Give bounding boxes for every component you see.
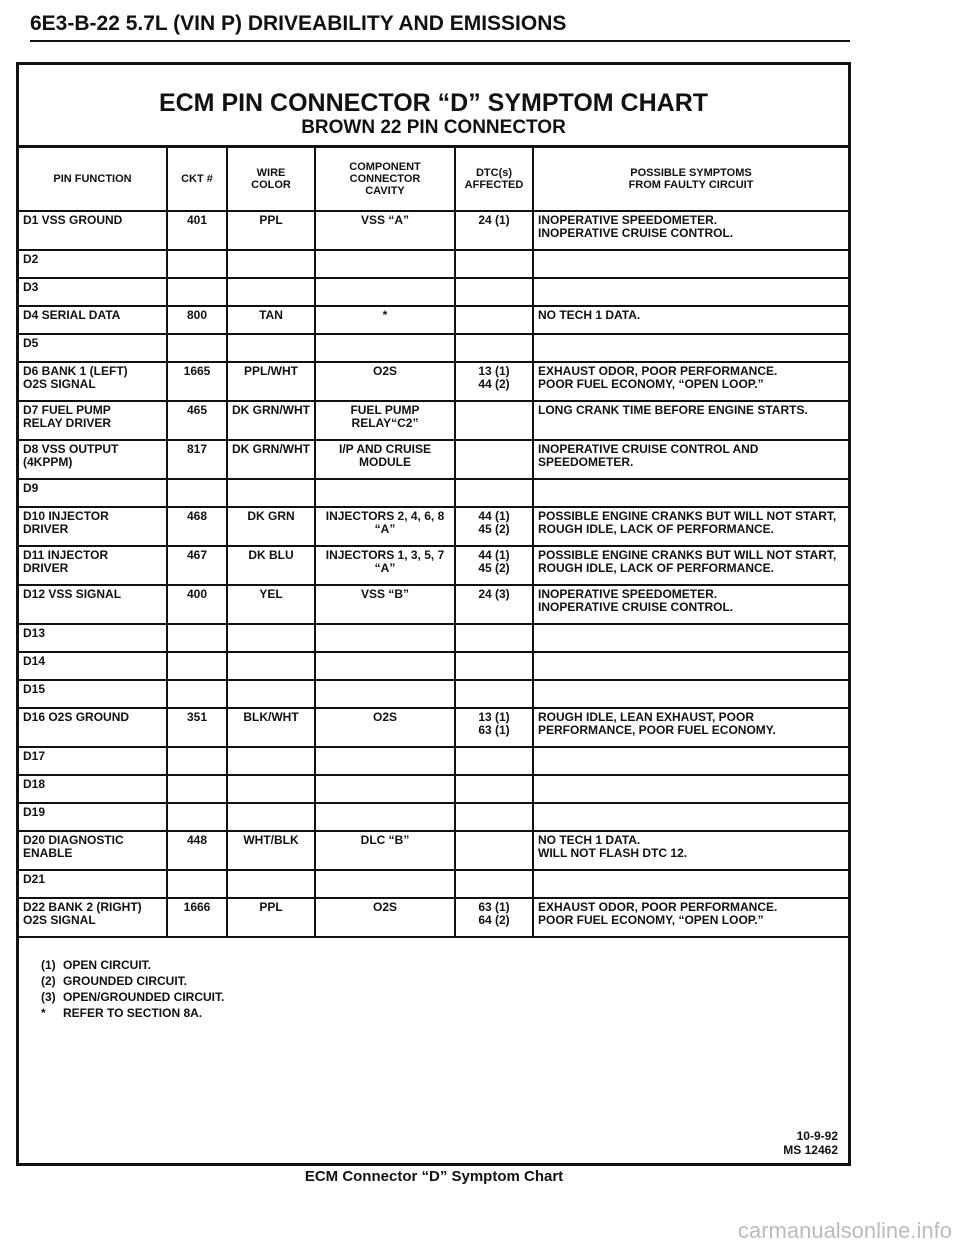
- footnote-symbol: *: [41, 1006, 46, 1020]
- symptoms-cell: POSSIBLE ENGINE CRANKS BUT WILL NOT START, ROUGH IDLE, LACK OF PERFORMANCE.: [533, 507, 848, 546]
- dtc-cell: [455, 803, 533, 831]
- column-header: PIN FUNCTION: [19, 148, 167, 211]
- pin-function-cell: D3: [19, 278, 167, 306]
- circuit-number-cell: [167, 775, 227, 803]
- pin-function-cell: D7 FUEL PUMP RELAY DRIVER: [19, 401, 167, 440]
- component-cavity-cell: [315, 870, 455, 898]
- component-cavity-cell: [315, 747, 455, 775]
- table-row: [19, 507, 848, 546]
- table-row: [19, 479, 848, 507]
- symptom-chart: [16, 62, 851, 1166]
- table-row: [19, 306, 848, 334]
- symptoms-cell: NO TECH 1 DATA.: [533, 306, 848, 334]
- dtc-cell: [455, 334, 533, 362]
- symptoms-cell: LONG CRANK TIME BEFORE ENGINE STARTS.: [533, 401, 848, 440]
- dtc-cell: [455, 440, 533, 479]
- wire-color-cell: [227, 747, 315, 775]
- table-header-row: [19, 148, 848, 211]
- column-header: POSSIBLE SYMPTOMS FROM FAULTY CIRCUIT: [533, 148, 848, 211]
- circuit-number-cell: 351: [167, 708, 227, 747]
- footnotes: [41, 957, 224, 1021]
- wire-color-cell: [227, 803, 315, 831]
- wire-color-cell: [227, 278, 315, 306]
- table-row: [19, 334, 848, 362]
- footnote: [41, 989, 224, 1005]
- component-cavity-cell: O2S: [315, 708, 455, 747]
- circuit-number-cell: [167, 803, 227, 831]
- wire-color-cell: DK GRN: [227, 507, 315, 546]
- component-cavity-cell: O2S: [315, 362, 455, 401]
- component-cavity-cell: DLC “B”: [315, 831, 455, 870]
- symptom-table: [19, 148, 848, 938]
- chart-title: ECM PIN CONNECTOR “D” SYMPTOM CHART: [158, 89, 709, 117]
- pin-function-cell: D18: [19, 775, 167, 803]
- component-cavity-cell: VSS “A”: [315, 211, 455, 250]
- table-row: [19, 440, 848, 479]
- pin-function-cell: D4 SERIAL DATA: [19, 306, 167, 334]
- circuit-number-cell: [167, 870, 227, 898]
- component-cavity-cell: FUEL PUMP RELAY“C2”: [315, 401, 455, 440]
- symptoms-cell: EXHAUST ODOR, POOR PERFORMANCE. POOR FUEL ECONOMY, “OPEN LOOP.”: [533, 898, 848, 937]
- dtc-cell: [455, 680, 533, 708]
- column-header: DTC(s) AFFECTED: [455, 148, 533, 211]
- wire-color-cell: DK BLU: [227, 546, 315, 585]
- dtc-cell: [455, 775, 533, 803]
- dtc-cell: 44 (1) 45 (2): [455, 507, 533, 546]
- dtc-cell: [455, 870, 533, 898]
- wire-color-cell: [227, 652, 315, 680]
- pin-function-cell: D5: [19, 334, 167, 362]
- symptoms-cell: INOPERATIVE SPEEDOMETER. INOPERATIVE CRUISE CONTROL.: [533, 211, 848, 250]
- symptoms-cell: [533, 334, 848, 362]
- symptoms-cell: [533, 775, 848, 803]
- footnote: [41, 957, 224, 973]
- dtc-cell: [455, 401, 533, 440]
- pin-function-cell: D1 VSS GROUND: [19, 211, 167, 250]
- wire-color-cell: [227, 250, 315, 278]
- wire-color-cell: PPL/WHT: [227, 362, 315, 401]
- table-row: [19, 775, 848, 803]
- component-cavity-cell: [315, 278, 455, 306]
- circuit-number-cell: 448: [167, 831, 227, 870]
- table-row: [19, 585, 848, 624]
- symptoms-cell: [533, 803, 848, 831]
- circuit-number-cell: 401: [167, 211, 227, 250]
- circuit-number-cell: [167, 278, 227, 306]
- page-header: 6E3-B-22 5.7L (VIN P) DRIVEABILITY AND EMISSIONS: [30, 12, 850, 42]
- table-row: [19, 211, 848, 250]
- component-cavity-cell: [315, 334, 455, 362]
- dtc-cell: [455, 250, 533, 278]
- symptoms-cell: [533, 747, 848, 775]
- footnote-text: REFER TO SECTION 8A.: [63, 1006, 203, 1020]
- circuit-number-cell: [167, 624, 227, 652]
- symptoms-cell: [533, 870, 848, 898]
- chart-title-area: [19, 65, 848, 148]
- symptoms-cell: EXHAUST ODOR, POOR PERFORMANCE. POOR FUEL ECONOMY, “OPEN LOOP.”: [533, 362, 848, 401]
- dtc-cell: 44 (1) 45 (2): [455, 546, 533, 585]
- circuit-number-cell: 1665: [167, 362, 227, 401]
- dtc-cell: [455, 278, 533, 306]
- pin-function-cell: D20 DIAGNOSTIC ENABLE: [19, 831, 167, 870]
- pin-function-cell: D9: [19, 479, 167, 507]
- symptoms-cell: [533, 652, 848, 680]
- circuit-number-cell: 467: [167, 546, 227, 585]
- symptoms-cell: [533, 278, 848, 306]
- watermark-text: carmanualsonline.info: [737, 1218, 952, 1243]
- circuit-number-cell: [167, 250, 227, 278]
- wire-color-cell: YEL: [227, 585, 315, 624]
- pin-function-cell: D19: [19, 803, 167, 831]
- wire-color-cell: BLK/WHT: [227, 708, 315, 747]
- circuit-number-cell: [167, 680, 227, 708]
- pin-function-cell: D21: [19, 870, 167, 898]
- wire-color-cell: [227, 624, 315, 652]
- component-cavity-cell: [315, 775, 455, 803]
- table-row: [19, 747, 848, 775]
- symptoms-cell: INOPERATIVE CRUISE CONTROL AND SPEEDOMETER.: [533, 440, 848, 479]
- dtc-cell: [455, 652, 533, 680]
- dtc-cell: 24 (1): [455, 211, 533, 250]
- wire-color-cell: DK GRN/WHT: [227, 401, 315, 440]
- footnote-text: OPEN CIRCUIT.: [63, 958, 152, 972]
- footnote-symbol: (1): [41, 958, 56, 972]
- dtc-cell: 13 (1) 63 (1): [455, 708, 533, 747]
- footnote-text: OPEN/GROUNDED CIRCUIT.: [63, 990, 225, 1004]
- table-row: [19, 831, 848, 870]
- footnote-symbol: (3): [41, 990, 56, 1004]
- dtc-cell: 13 (1) 44 (2): [455, 362, 533, 401]
- component-cavity-cell: [315, 652, 455, 680]
- wire-color-cell: DK GRN/WHT: [227, 440, 315, 479]
- pin-function-cell: D8 VSS OUTPUT (4KPPM): [19, 440, 167, 479]
- chart-subtitle: BROWN 22 PIN CONNECTOR: [301, 117, 566, 138]
- component-cavity-cell: [315, 479, 455, 507]
- table-row: [19, 652, 848, 680]
- table-row: [19, 250, 848, 278]
- dtc-cell: [455, 624, 533, 652]
- table-row: [19, 898, 848, 937]
- reference-date: 10-9-92: [796, 1129, 838, 1143]
- circuit-number-cell: 800: [167, 306, 227, 334]
- circuit-number-cell: 468: [167, 507, 227, 546]
- footnote: [41, 1005, 224, 1021]
- circuit-number-cell: [167, 334, 227, 362]
- wire-color-cell: [227, 479, 315, 507]
- symptoms-cell: [533, 250, 848, 278]
- pin-function-cell: D10 INJECTOR DRIVER: [19, 507, 167, 546]
- component-cavity-cell: [315, 803, 455, 831]
- table-row: [19, 870, 848, 898]
- footnote-symbol: (2): [41, 974, 56, 988]
- component-cavity-cell: INJECTORS 2, 4, 6, 8 “A”: [315, 507, 455, 546]
- wire-color-cell: [227, 870, 315, 898]
- circuit-number-cell: 465: [167, 401, 227, 440]
- pin-function-cell: D16 O2S GROUND: [19, 708, 167, 747]
- pin-function-cell: D12 VSS SIGNAL: [19, 585, 167, 624]
- circuit-number-cell: 400: [167, 585, 227, 624]
- dtc-cell: [455, 747, 533, 775]
- table-row: [19, 680, 848, 708]
- pin-function-cell: D11 INJECTOR DRIVER: [19, 546, 167, 585]
- circuit-number-cell: [167, 652, 227, 680]
- table-row: [19, 624, 848, 652]
- pin-function-cell: D2: [19, 250, 167, 278]
- symptoms-cell: ROUGH IDLE, LEAN EXHAUST, POOR PERFORMANCE, POOR FUEL ECONOMY.: [533, 708, 848, 747]
- symptoms-cell: [533, 624, 848, 652]
- table-body: [19, 211, 848, 937]
- circuit-number-cell: 1666: [167, 898, 227, 937]
- footnote-text: GROUNDED CIRCUIT.: [63, 974, 188, 988]
- wire-color-cell: PPL: [227, 211, 315, 250]
- component-cavity-cell: *: [315, 306, 455, 334]
- table-row: [19, 708, 848, 747]
- table-row: [19, 278, 848, 306]
- table-row: [19, 803, 848, 831]
- symptoms-cell: [533, 479, 848, 507]
- circuit-number-cell: 817: [167, 440, 227, 479]
- pin-function-cell: D15: [19, 680, 167, 708]
- table-row: [19, 401, 848, 440]
- circuit-number-cell: [167, 479, 227, 507]
- column-header: CKT #: [167, 148, 227, 211]
- component-cavity-cell: [315, 250, 455, 278]
- wire-color-cell: TAN: [227, 306, 315, 334]
- figure-caption: ECM Connector “D” Symptom Chart: [304, 1168, 564, 1185]
- component-cavity-cell: VSS “B”: [315, 585, 455, 624]
- table-row: [19, 362, 848, 401]
- symptoms-cell: [533, 680, 848, 708]
- column-header: COMPONENT CONNECTOR CAVITY: [315, 148, 455, 211]
- dtc-cell: 24 (3): [455, 585, 533, 624]
- wire-color-cell: WHT/BLK: [227, 831, 315, 870]
- symptoms-cell: INOPERATIVE SPEEDOMETER. INOPERATIVE CRUISE CONTROL.: [533, 585, 848, 624]
- dtc-cell: [455, 306, 533, 334]
- symptoms-cell: NO TECH 1 DATA. WILL NOT FLASH DTC 12.: [533, 831, 848, 870]
- table-row: [19, 546, 848, 585]
- wire-color-cell: [227, 680, 315, 708]
- dtc-cell: [455, 831, 533, 870]
- wire-color-cell: [227, 334, 315, 362]
- circuit-number-cell: [167, 747, 227, 775]
- pin-function-cell: D14: [19, 652, 167, 680]
- component-cavity-cell: [315, 624, 455, 652]
- footnote: [41, 973, 224, 989]
- column-header: WIRE COLOR: [227, 148, 315, 211]
- symptoms-cell: POSSIBLE ENGINE CRANKS BUT WILL NOT START, ROUGH IDLE, LACK OF PERFORMANCE.: [533, 546, 848, 585]
- component-cavity-cell: INJECTORS 1, 3, 5, 7 “A”: [315, 546, 455, 585]
- component-cavity-cell: [315, 680, 455, 708]
- component-cavity-cell: O2S: [315, 898, 455, 937]
- wire-color-cell: [227, 775, 315, 803]
- component-cavity-cell: I/P AND CRUISE MODULE: [315, 440, 455, 479]
- dtc-cell: [455, 479, 533, 507]
- reference-code: [783, 1129, 838, 1157]
- pin-function-cell: D22 BANK 2 (RIGHT) O2S SIGNAL: [19, 898, 167, 937]
- reference-number: MS 12462: [783, 1143, 838, 1157]
- pin-function-cell: D17: [19, 747, 167, 775]
- dtc-cell: 63 (1) 64 (2): [455, 898, 533, 937]
- wire-color-cell: PPL: [227, 898, 315, 937]
- pin-function-cell: D13: [19, 624, 167, 652]
- pin-function-cell: D6 BANK 1 (LEFT) O2S SIGNAL: [19, 362, 167, 401]
